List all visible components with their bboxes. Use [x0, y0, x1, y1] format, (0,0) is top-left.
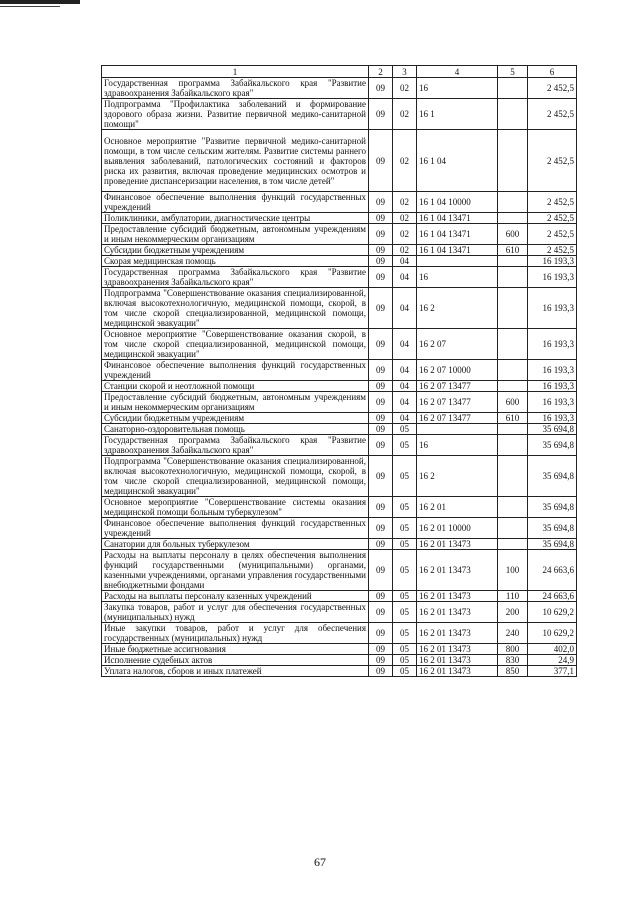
table-row: [102, 78, 577, 99]
row-amount-cell: 35 694,8: [528, 497, 577, 518]
header-col-section: 2: [369, 66, 393, 78]
row-expense-type-cell: 600: [498, 224, 528, 245]
row-name-cell: Иные бюджетные ассигнования: [102, 644, 369, 655]
row-name-cell: Субсидии бюджетным учреждениям: [102, 413, 369, 424]
row-expense-type-cell: [498, 99, 528, 130]
header-col-target-article: 4: [417, 66, 498, 78]
row-subsection-cell: 04: [393, 413, 417, 424]
row-target-article-cell: [417, 256, 498, 267]
row-section-cell: 09: [369, 267, 393, 288]
row-amount-cell: 35 694,8: [528, 518, 577, 539]
row-expense-type-cell: 610: [498, 413, 528, 424]
row-subsection-cell: 02: [393, 78, 417, 99]
row-subsection-cell: 02: [393, 245, 417, 256]
row-target-article-cell: 16 2 07 10000: [417, 360, 498, 381]
row-name-cell: Финансовое обеспечение выполнения функций государственных учреждений: [102, 360, 369, 381]
row-section-cell: 09: [369, 424, 393, 435]
row-target-article-cell: 16 2 01 13473: [417, 623, 498, 644]
row-expense-type-cell: [498, 288, 528, 329]
row-subsection-cell: 04: [393, 360, 417, 381]
table-row: [102, 256, 577, 267]
row-expense-type-cell: 850: [498, 666, 528, 677]
row-subsection-cell: 04: [393, 288, 417, 329]
row-expense-type-cell: 610: [498, 245, 528, 256]
row-section-cell: 09: [369, 256, 393, 267]
row-section-cell: 09: [369, 245, 393, 256]
row-subsection-cell: 04: [393, 267, 417, 288]
row-subsection-cell: 04: [393, 392, 417, 413]
row-amount-cell: 2 452,5: [528, 130, 577, 192]
row-target-article-cell: 16: [417, 435, 498, 456]
row-section-cell: 09: [369, 329, 393, 360]
row-name-cell: Исполнение судебных актов: [102, 655, 369, 666]
row-subsection-cell: 05: [393, 602, 417, 623]
row-amount-cell: 24 663,6: [528, 591, 577, 602]
row-subsection-cell: 04: [393, 381, 417, 392]
row-name-cell: Субсидии бюджетным учреждениям: [102, 245, 369, 256]
row-section-cell: 09: [369, 192, 393, 213]
row-expense-type-cell: [498, 78, 528, 99]
row-subsection-cell: 05: [393, 424, 417, 435]
row-amount-cell: 16 193,3: [528, 360, 577, 381]
row-expense-type-cell: [498, 267, 528, 288]
row-name-cell: Скорая медицинская помощь: [102, 256, 369, 267]
row-amount-cell: 16 193,3: [528, 413, 577, 424]
row-section-cell: 09: [369, 360, 393, 381]
row-section-cell: 09: [369, 666, 393, 677]
row-target-article-cell: 16 2 07 13477: [417, 413, 498, 424]
table-row: [102, 99, 577, 130]
row-name-cell: Предоставление субсидий бюджетным, автономным учреждениям и иным некоммерческим организациям: [102, 224, 369, 245]
row-target-article-cell: 16 2: [417, 456, 498, 497]
row-amount-cell: 35 694,8: [528, 435, 577, 456]
row-target-article-cell: 16 2 01: [417, 497, 498, 518]
row-section-cell: 09: [369, 288, 393, 329]
row-expense-type-cell: 100: [498, 550, 528, 591]
page-number: 67: [314, 855, 326, 869]
row-amount-cell: 16 193,3: [528, 392, 577, 413]
row-name-cell: Финансовое обеспечение выполнения функций государственных учреждений: [102, 518, 369, 539]
row-expense-type-cell: [498, 130, 528, 192]
row-target-article-cell: 16: [417, 78, 498, 99]
row-subsection-cell: 05: [393, 435, 417, 456]
row-subsection-cell: 05: [393, 666, 417, 677]
row-expense-type-cell: [498, 360, 528, 381]
row-subsection-cell: 05: [393, 591, 417, 602]
row-amount-cell: 10 629,2: [528, 602, 577, 623]
row-subsection-cell: 04: [393, 256, 417, 267]
table-row: [102, 329, 577, 360]
row-name-cell: Закупка товаров, работ и услуг для обеспечения государственных (муниципальных) нужд: [102, 602, 369, 623]
row-expense-type-cell: 240: [498, 623, 528, 644]
row-amount-cell: 16 193,3: [528, 329, 577, 360]
row-name-cell: Основное мероприятие "Развитие первичной медико-санитарной помощи, в том числе сельским жителям. Развитие системы раннего выявления заболеваний, патологических состояний и факторов риска их развития, включая проведение медицинских осмотров и проведение диспансеризации населения, в том числе детей": [102, 130, 369, 192]
row-target-article-cell: 16 1 04 13471: [417, 245, 498, 256]
table-row: [102, 424, 577, 435]
row-target-article-cell: 16 1 04: [417, 130, 498, 192]
row-amount-cell: 35 694,8: [528, 456, 577, 497]
row-subsection-cell: 05: [393, 497, 417, 518]
row-target-article-cell: 16 1: [417, 99, 498, 130]
row-expense-type-cell: 200: [498, 602, 528, 623]
table-row: [102, 192, 577, 213]
row-subsection-cell: 05: [393, 644, 417, 655]
row-subsection-cell: 05: [393, 623, 417, 644]
table-row: [102, 213, 577, 224]
row-subsection-cell: 02: [393, 213, 417, 224]
table-header-row: [102, 66, 577, 78]
row-section-cell: 09: [369, 392, 393, 413]
row-expense-type-cell: 800: [498, 644, 528, 655]
table-row: [102, 518, 577, 539]
row-name-cell: Финансовое обеспечение выполнения функций государственных учреждений: [102, 192, 369, 213]
row-target-article-cell: 16 1 04 13471: [417, 224, 498, 245]
row-amount-cell: 24 663,6: [528, 550, 577, 591]
row-section-cell: 09: [369, 130, 393, 192]
row-amount-cell: 16 193,3: [528, 288, 577, 329]
row-subsection-cell: 05: [393, 539, 417, 550]
row-amount-cell: 24,9: [528, 655, 577, 666]
table-row: [102, 224, 577, 245]
row-amount-cell: 2 452,5: [528, 78, 577, 99]
row-amount-cell: 16 193,3: [528, 381, 577, 392]
row-expense-type-cell: [498, 456, 528, 497]
row-name-cell: Государственная программа Забайкальского края "Развитие здравоохранения Забайкальского края": [102, 435, 369, 456]
table-row: [102, 655, 577, 666]
row-name-cell: Расходы на выплаты персоналу казенных учреждений: [102, 591, 369, 602]
table-row: [102, 539, 577, 550]
row-section-cell: 09: [369, 655, 393, 666]
row-target-article-cell: 16 2 01 13473: [417, 591, 498, 602]
row-expense-type-cell: [498, 424, 528, 435]
table-row: [102, 413, 577, 424]
row-target-article-cell: 16 2 01 10000: [417, 518, 498, 539]
row-section-cell: 09: [369, 602, 393, 623]
row-subsection-cell: 02: [393, 130, 417, 192]
scan-mark-top: [0, 0, 80, 4]
row-target-article-cell: 16: [417, 267, 498, 288]
row-section-cell: 09: [369, 497, 393, 518]
row-section-cell: 09: [369, 413, 393, 424]
row-name-cell: Государственная программа Забайкальского края "Развитие здравоохранения Забайкальского края": [102, 78, 369, 99]
row-subsection-cell: 02: [393, 192, 417, 213]
row-target-article-cell: 16 2 01 13473: [417, 655, 498, 666]
row-amount-cell: 16 193,3: [528, 256, 577, 267]
row-amount-cell: 35 694,8: [528, 424, 577, 435]
row-amount-cell: 377,1: [528, 666, 577, 677]
row-name-cell: Подпрограмма "Профилактика заболеваний и формирование здорового образа жизни. Развитие первичной медико-санитарной помощи": [102, 99, 369, 130]
row-section-cell: 09: [369, 435, 393, 456]
table-row: [102, 288, 577, 329]
row-name-cell: Санатории для больных туберкулезом: [102, 539, 369, 550]
table-row: [102, 623, 577, 644]
row-name-cell: Подпрограмма "Совершенствование оказания специализированной, включая высокотехнологичную, медицинской помощи, скорой, в том числе скорой специализированной, медицинской помощи, медицинской эвакуации": [102, 288, 369, 329]
row-section-cell: 09: [369, 550, 393, 591]
row-target-article-cell: 16 2 01 13473: [417, 539, 498, 550]
header-col-amount: 6: [528, 66, 577, 78]
header-col-expense-type: 5: [498, 66, 528, 78]
table-row: [102, 644, 577, 655]
row-amount-cell: 10 629,2: [528, 623, 577, 644]
table-row: [102, 267, 577, 288]
row-name-cell: Основное мероприятие "Совершенствование оказания скорой, в том числе скорой специализированной, медицинской помощи, медицинской эвакуации": [102, 329, 369, 360]
table-row: [102, 550, 577, 591]
row-subsection-cell: 02: [393, 224, 417, 245]
row-name-cell: Поликлиники, амбулатории, диагностические центры: [102, 213, 369, 224]
row-section-cell: 09: [369, 623, 393, 644]
table-row: [102, 602, 577, 623]
header-col-name: 1: [102, 66, 369, 78]
table-row: [102, 591, 577, 602]
row-target-article-cell: 16 2 01 13473: [417, 550, 498, 591]
row-subsection-cell: 05: [393, 518, 417, 539]
row-section-cell: 09: [369, 456, 393, 497]
row-expense-type-cell: [498, 213, 528, 224]
row-expense-type-cell: [498, 435, 528, 456]
scan-mark-line: [0, 6, 60, 7]
row-name-cell: Санаторно-оздоровительная помощь: [102, 424, 369, 435]
row-name-cell: Предоставление субсидий бюджетным, автономным учреждениям и иным некоммерческим организациям: [102, 392, 369, 413]
row-section-cell: 09: [369, 591, 393, 602]
row-subsection-cell: 05: [393, 550, 417, 591]
table-body: [102, 78, 577, 677]
row-target-article-cell: 16 2 07 13477: [417, 392, 498, 413]
row-target-article-cell: 16 2 01 13473: [417, 644, 498, 655]
row-expense-type-cell: [498, 497, 528, 518]
row-target-article-cell: [417, 424, 498, 435]
row-expense-type-cell: 600: [498, 392, 528, 413]
row-target-article-cell: 16 1 04 13471: [417, 213, 498, 224]
row-target-article-cell: 16 2 01 13473: [417, 666, 498, 677]
row-expense-type-cell: [498, 329, 528, 360]
row-expense-type-cell: [498, 192, 528, 213]
row-subsection-cell: 05: [393, 456, 417, 497]
row-target-article-cell: 16 1 04 10000: [417, 192, 498, 213]
row-subsection-cell: 05: [393, 655, 417, 666]
row-subsection-cell: 04: [393, 329, 417, 360]
row-name-cell: Уплата налогов, сборов и иных платежей: [102, 666, 369, 677]
row-section-cell: 09: [369, 224, 393, 245]
row-target-article-cell: 16 2: [417, 288, 498, 329]
row-expense-type-cell: 110: [498, 591, 528, 602]
row-name-cell: Станции скорой и неотложной помощи: [102, 381, 369, 392]
row-amount-cell: 35 694,8: [528, 539, 577, 550]
row-amount-cell: 2 452,5: [528, 224, 577, 245]
row-amount-cell: 2 452,5: [528, 213, 577, 224]
row-name-cell: Расходы на выплаты персоналу в целях обеспечения выполнения функций государственными (муниципальными) органами, казенными учреждениями, органами управления государственными внебюджетными фондами: [102, 550, 369, 591]
row-expense-type-cell: [498, 518, 528, 539]
row-expense-type-cell: 830: [498, 655, 528, 666]
row-name-cell: Подпрограмма "Совершенствование оказания специализированной, включая высокотехнологичную, медицинской помощи, скорой, в том числе скорой специализированной, медицинской помощи, медицинской эвакуации": [102, 456, 369, 497]
table-row: [102, 245, 577, 256]
row-section-cell: 09: [369, 539, 393, 550]
table-row: [102, 435, 577, 456]
row-name-cell: Основное мероприятие "Совершенствование системы оказания медицинской помощи больным туберкулезом": [102, 497, 369, 518]
table-row: [102, 666, 577, 677]
row-amount-cell: 2 452,5: [528, 245, 577, 256]
row-amount-cell: 2 452,5: [528, 99, 577, 130]
row-expense-type-cell: [498, 256, 528, 267]
table-row: [102, 130, 577, 192]
row-section-cell: 09: [369, 644, 393, 655]
row-amount-cell: 402,0: [528, 644, 577, 655]
row-expense-type-cell: [498, 381, 528, 392]
row-section-cell: 09: [369, 518, 393, 539]
row-target-article-cell: 16 2 07: [417, 329, 498, 360]
table-row: [102, 456, 577, 497]
row-target-article-cell: 16 2 07 13477: [417, 381, 498, 392]
header-col-subsection: 3: [393, 66, 417, 78]
row-subsection-cell: 02: [393, 99, 417, 130]
table-row: [102, 360, 577, 381]
row-section-cell: 09: [369, 99, 393, 130]
budget-table: [101, 65, 577, 677]
table-row: [102, 381, 577, 392]
row-section-cell: 09: [369, 381, 393, 392]
row-name-cell: Государственная программа Забайкальского края "Развитие здравоохранения Забайкальского края": [102, 267, 369, 288]
row-section-cell: 09: [369, 213, 393, 224]
row-section-cell: 09: [369, 78, 393, 99]
table-row: [102, 392, 577, 413]
row-name-cell: Иные закупки товаров, работ и услуг для обеспечения государственных (муниципальных) нужд: [102, 623, 369, 644]
row-amount-cell: 16 193,3: [528, 267, 577, 288]
row-expense-type-cell: [498, 539, 528, 550]
table-row: [102, 497, 577, 518]
row-target-article-cell: 16 2 01 13473: [417, 602, 498, 623]
row-amount-cell: 2 452,5: [528, 192, 577, 213]
